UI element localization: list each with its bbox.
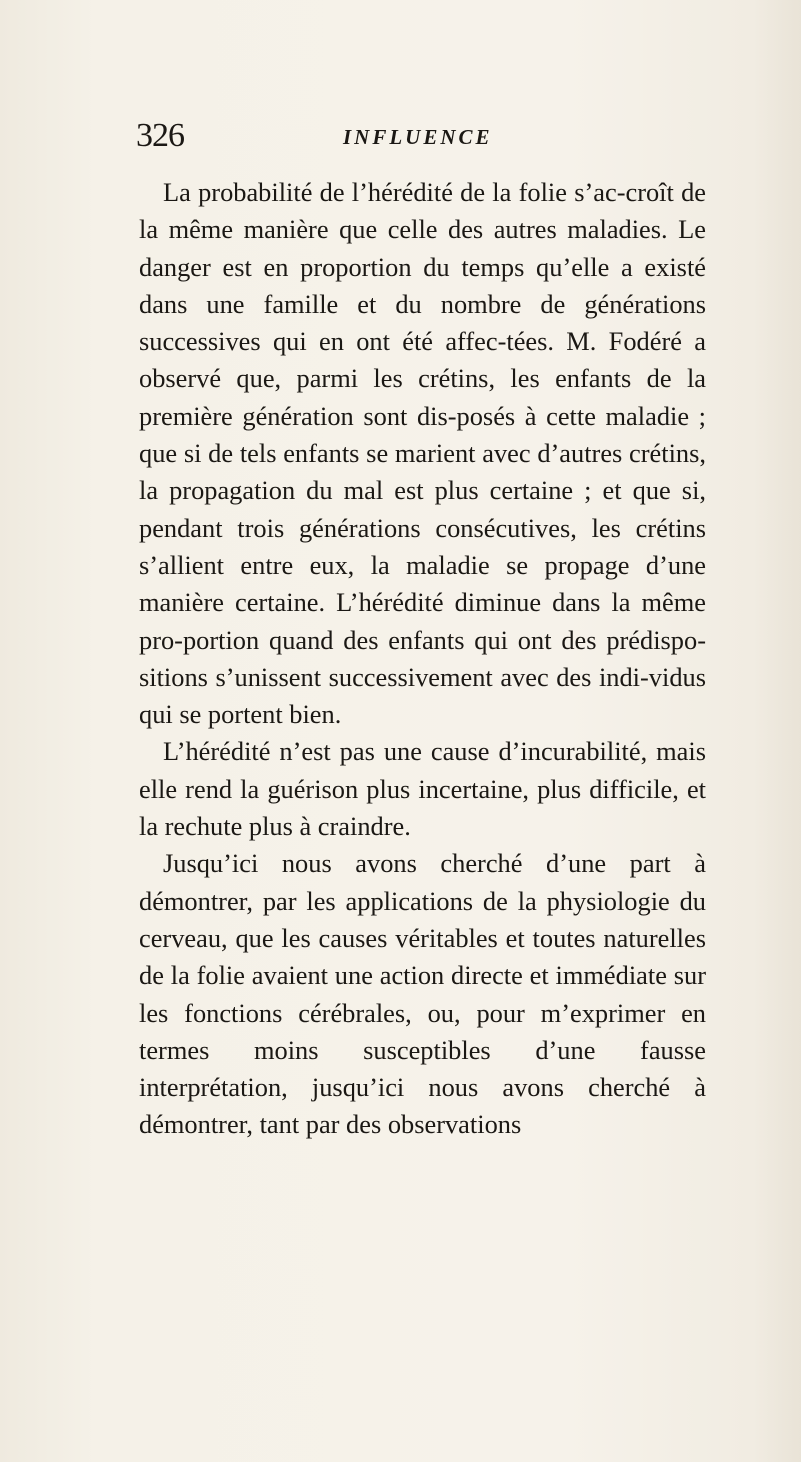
paragraph-incurability: L’hérédité n’est pas une cause d’incurabilité, mais elle rend la guérison plus incertaine, plus difficile, et la rechute plus à craindre. bbox=[139, 736, 706, 842]
running-head bbox=[136, 116, 696, 156]
paragraph-heredity-probability: La probabilité de l’hérédité de la folie s’ac-croît de la même manière que celle des autres maladies. Le danger est en proportion du temps qu’elle a existé dans une famille et du nombre de générations successives qui en ont été affec-tées. M. Fodéré a observé que, parmi les crétins, les enfants de la première génération sont dis-posés à cette maladie ; que si de tels enfants se marient avec d’autres crétins, la propagation du mal est plus certaine ; et que si, pendant trois générations consécutives, les crétins s’allient entre eux, la maladie se propage d’une manière certaine. L’hérédité diminue dans la même pro-portion quand des enfants qui ont des prédispo-sitions s’unissent successivement avec des indi-vidus qui se portent bien. bbox=[139, 177, 706, 730]
page-number: 326 bbox=[136, 117, 184, 154]
running-title: INFLUENCE bbox=[343, 125, 493, 149]
body-text bbox=[139, 174, 706, 1144]
paragraph-causes: Jusqu’ici nous avons cherché d’une part à démontrer, par les applications de la physiologie du cerveau, que les causes véritables et toutes naturelles de la folie avaient une action directe et immédiate sur les fonctions cérébrales, ou, pour m’exprimer en termes moins susceptibles d’une fausse interprétation, jusqu’ici nous avons cherché à démontrer, tant par des observations bbox=[139, 848, 706, 1140]
